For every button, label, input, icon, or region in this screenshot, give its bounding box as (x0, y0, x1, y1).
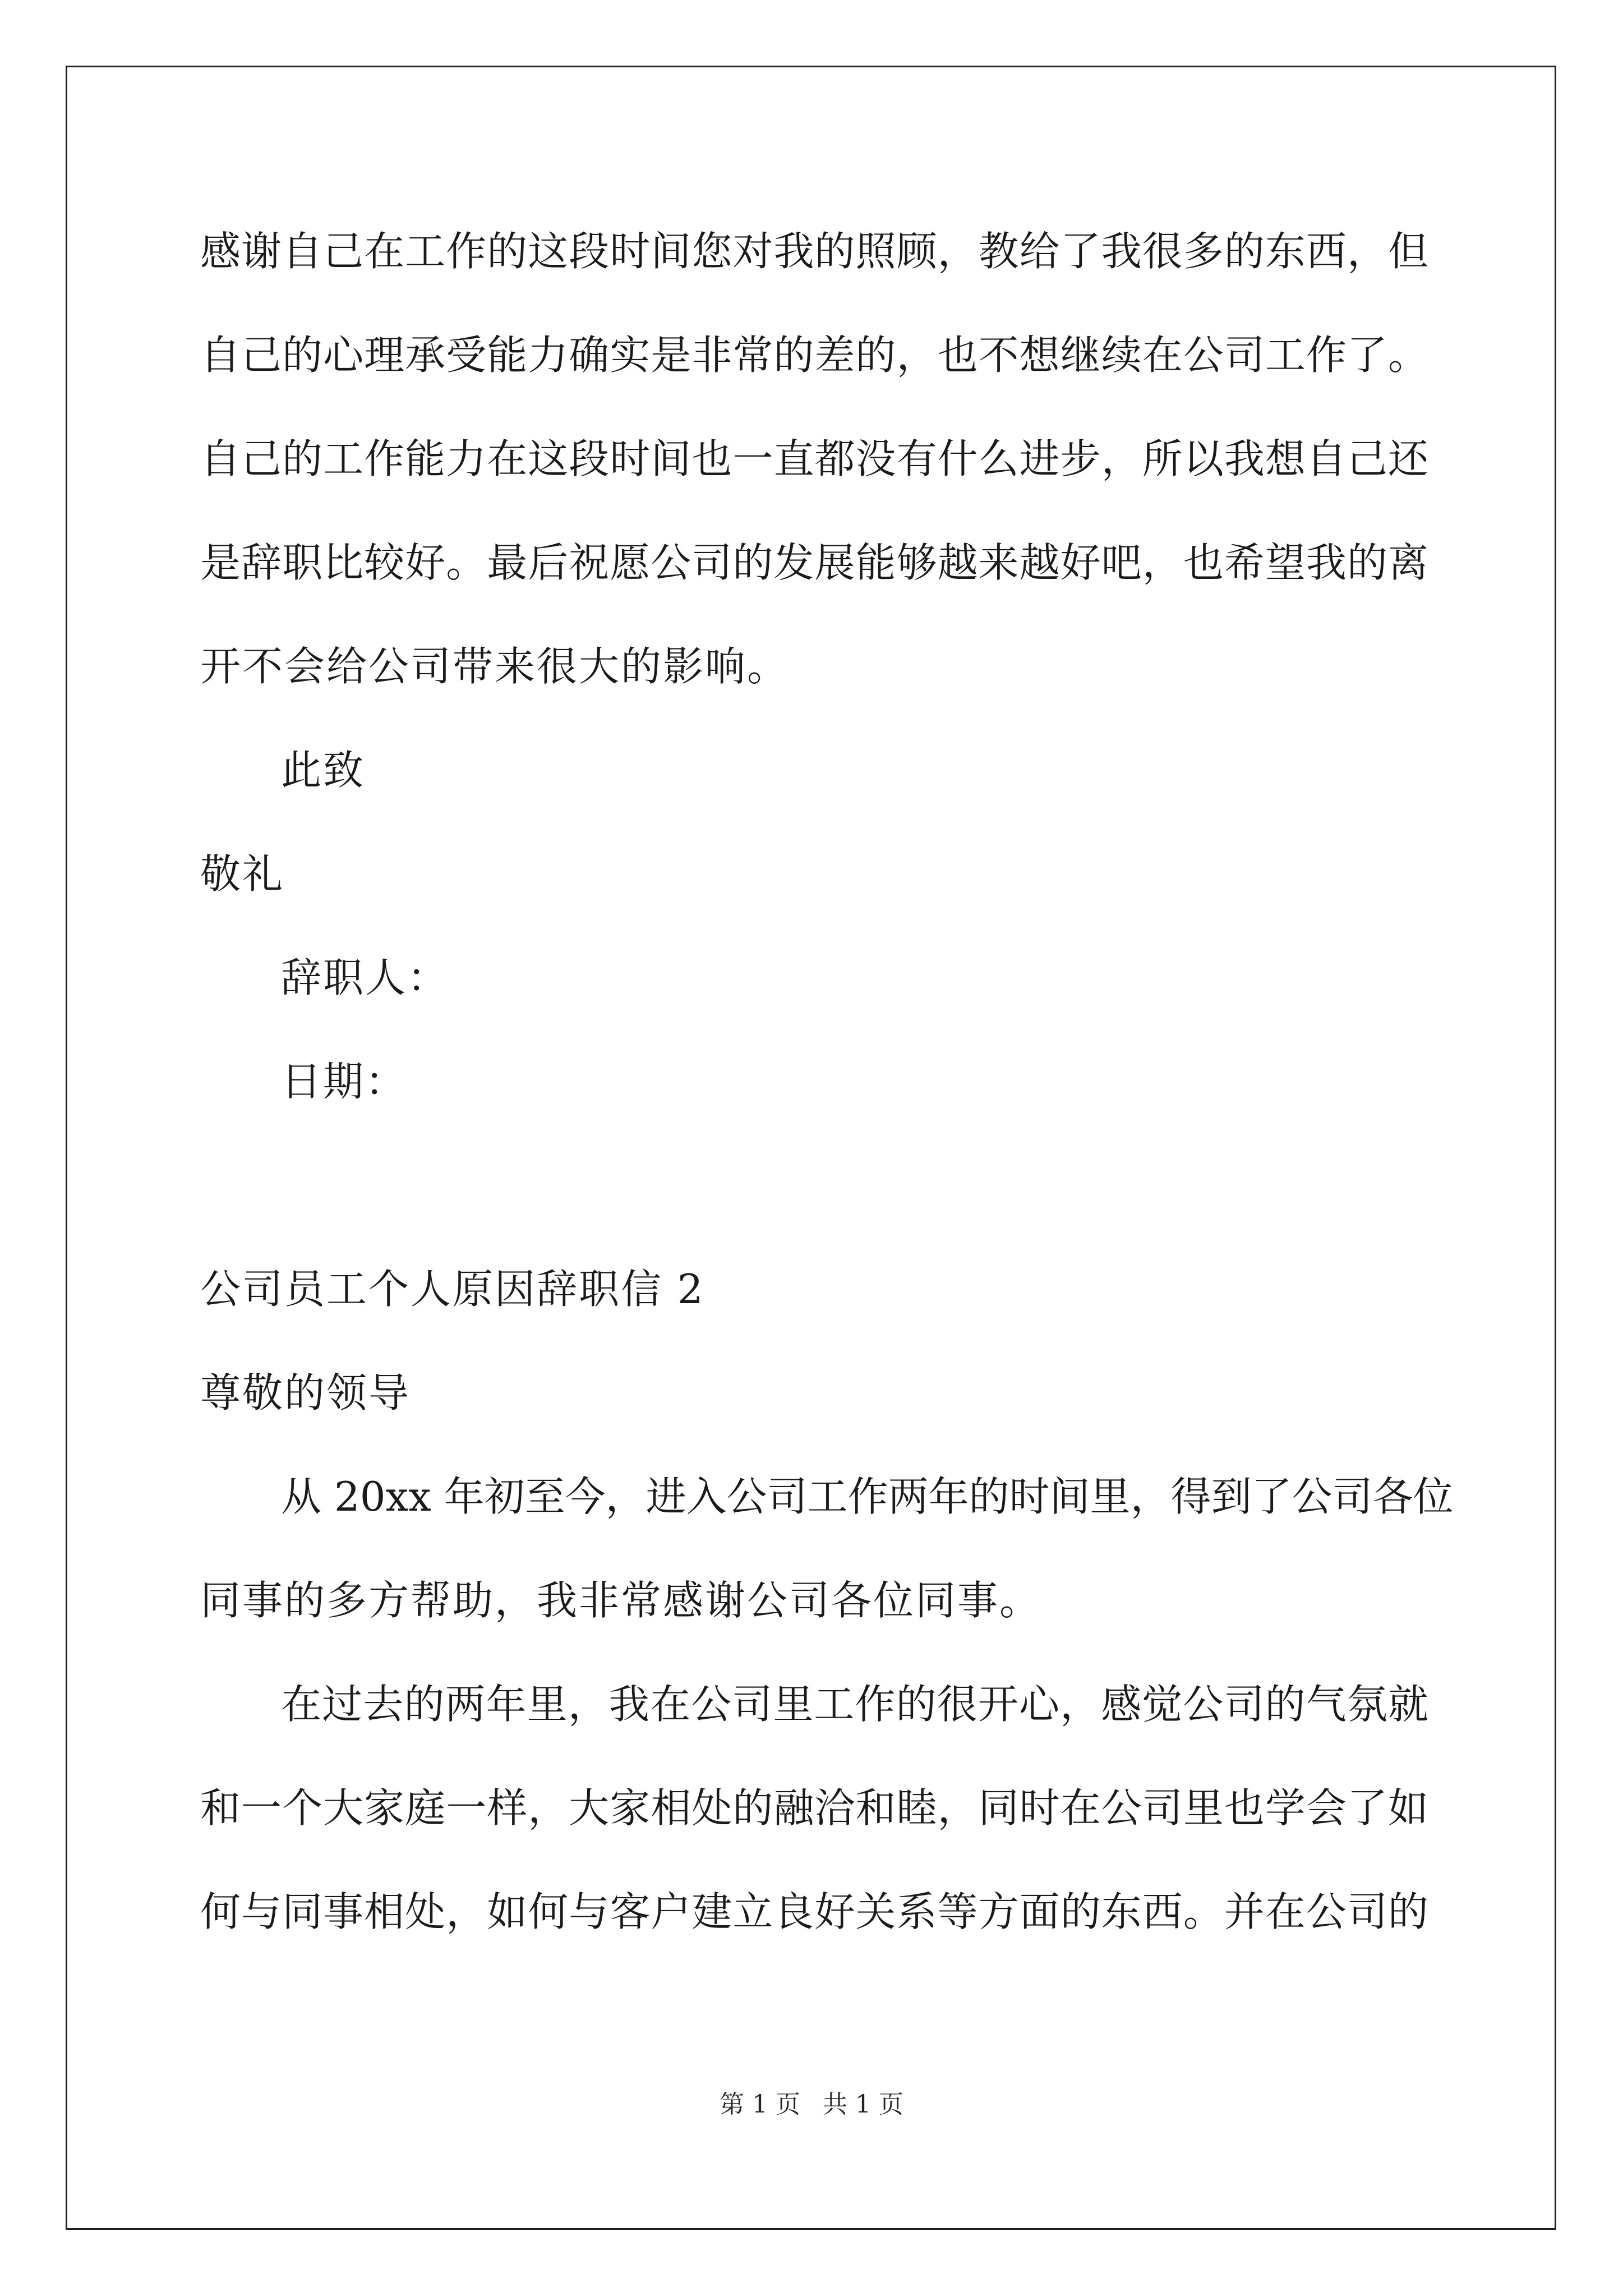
page-number: 第 1 页 (720, 2090, 800, 2119)
paragraph-line-1: 感谢自己在工作的这段时间您对我的照顾，教给了我很多的东西，但 (200, 228, 1428, 275)
paragraph-line-4: 是辞职比较好。最后祝愿公司的发展能够越来越好吧，也希望我的离 (200, 539, 1428, 586)
signature-label: 辞职人： (281, 954, 450, 1001)
paragraph-line-2: 自己的心理承受能力确实是非常的差的，也不想继续在公司工作了。 (200, 332, 1428, 379)
closing-salutation: 此致 (281, 747, 366, 794)
paragraph-line-5: 开不会给公司带来很大的影响。 (200, 643, 790, 690)
paragraph-line-16: 何与同事相处，如何与客户建立良好关系等方面的东西。并在公司的 (200, 1888, 1428, 1935)
date-label: 日期： (281, 1058, 408, 1105)
paragraph-line-3: 自己的工作能力在这段时间也一直都没有什么进步，所以我想自己还 (200, 435, 1428, 482)
page-footer (0, 2088, 1623, 2122)
paragraph-line-14: 在过去的两年里，我在公司里工作的很开心，感觉公司的气氛就 (281, 1681, 1428, 1728)
closing-regards: 敬礼 (200, 850, 285, 898)
section-title: 公司员工个人原因辞职信 2 (200, 1266, 705, 1313)
paragraph-line-12: 从 20xx 年初至今，进入公司工作两年的时间里，得到了公司各位 (281, 1473, 1454, 1520)
paragraph-line-15: 和一个大家庭一样，大家相处的融洽和睦，同时在公司里也学会了如 (200, 1784, 1428, 1832)
page-total: 共 1 页 (823, 2090, 903, 2119)
paragraph-line-13: 同事的多方帮助，我非常感谢公司各位同事。 (200, 1577, 1042, 1624)
greeting: 尊敬的领导 (200, 1369, 411, 1416)
